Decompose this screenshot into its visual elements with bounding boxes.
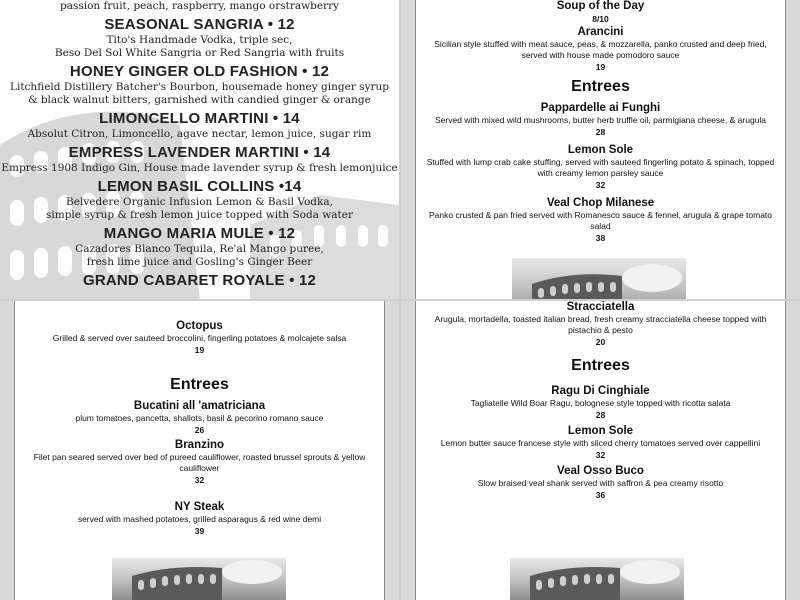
- dish-price: 28: [595, 410, 606, 420]
- dish-item: [14, 438, 385, 486]
- dish-name: Soup of the Day: [556, 0, 645, 12]
- dish-price: 32: [595, 180, 606, 190]
- dish-name: Bucatini all 'amatriciana: [133, 400, 266, 412]
- section-title-entrees: Entrees: [571, 78, 630, 95]
- drink-item: [0, 63, 399, 107]
- drink-description: Absolut Citron, Limoncello, agave nectar, lemon juice, sugar rim: [27, 128, 372, 140]
- drink-item: [0, 178, 399, 222]
- panel-divider-horizontal: [0, 299, 800, 301]
- dish-description: Slow braised veal shank served with saffron & pea creamy risotto: [477, 478, 724, 488]
- menu-content: [415, 301, 786, 501]
- dish-name: Pappardelle ai Funghi: [540, 102, 661, 114]
- food-menu-panel-c: [401, 301, 800, 600]
- dish-description: Grilled & served over sauteed broccolini, fingerling potatoes & molcajete salsa: [52, 333, 347, 343]
- drink-description: simple syrup & fresh lemon juice topped with Soda water: [45, 209, 353, 221]
- dish-name: Branzino: [174, 439, 225, 451]
- drink-description: Beso Del Sol White Sangria or Red Sangria with fruits: [54, 47, 345, 59]
- section-title-entrees: Entrees: [571, 357, 630, 374]
- drink-item: [0, 110, 399, 141]
- dish-price: 19: [194, 345, 205, 355]
- drink-name: GRAND CABARET ROYALE • 12: [82, 272, 317, 289]
- menu-content: [415, 0, 786, 244]
- dish-price: 39: [194, 526, 205, 536]
- dish-item: [415, 384, 786, 421]
- dish-item: [14, 500, 385, 537]
- dish-price: 8/10: [592, 14, 609, 24]
- dish-price: 36: [595, 490, 606, 500]
- food-menu-panel-b: [0, 301, 399, 600]
- drink-item: [0, 225, 399, 269]
- dish-price: 26: [194, 425, 205, 435]
- drink-description: & black walnut bitters, garnished with candied ginger & orange: [28, 94, 371, 106]
- drink-name: MANGO MARIA MULE • 12: [103, 225, 296, 242]
- cocktail-menu-panel: [0, 0, 399, 299]
- dish-name: Lemon Sole: [567, 425, 634, 437]
- dish-name: Octopus: [176, 320, 223, 332]
- dish-description: plum tomatoes, pancetta, shallots, basil & pecorino romano sauce: [75, 413, 324, 423]
- drink-item: [0, 144, 399, 175]
- page-frame-left: [0, 301, 15, 600]
- colosseum-photo: [510, 558, 684, 600]
- drink-description: Cazadores Blanco Tequila, Re'al Mango puree,: [75, 243, 324, 255]
- drink-name: EMPRESS LAVENDER MARTINI • 14: [68, 144, 331, 161]
- page-frame-right: [785, 0, 800, 299]
- dish-item: [415, 196, 786, 244]
- colosseum-photo: [112, 558, 286, 600]
- dish-name: Arancini: [577, 26, 624, 38]
- dish-name: Ragu Di Cinghiale: [551, 385, 650, 397]
- drink-description: Litchfield Distillery Batcher's Bourbon, housemade honey ginger syrup: [10, 81, 389, 93]
- drink-item: [0, 272, 399, 290]
- drink-description: Tito's Handmade Vodka, triple sec,: [106, 34, 293, 46]
- drink-name: HONEY GINGER OLD FASHION • 12: [69, 63, 330, 80]
- dish-description: served with mashed potatoes, grilled asparagus & red wine demi: [77, 514, 322, 524]
- drink-description: Belvedere Organic Infusion Lemon & Basil Vodka,: [66, 196, 333, 208]
- dish-description: Arugula, mortadella, toasted italian bread, fresh creamy stracciatella cheese topped with pistachio & pesto: [434, 314, 767, 335]
- dish-price: 19: [595, 62, 606, 72]
- dish-description: Lemon butter sauce francese style with sliced cherry tomatoes served over cappellini: [440, 438, 761, 448]
- dish-price: 28: [595, 127, 606, 137]
- drink-name: LEMON BASIL COLLINS •14: [97, 178, 302, 195]
- drink-description: fresh lime juice and Gosling's Ginger Beer: [86, 256, 313, 268]
- dish-description: Tagliatelle Wild Boar Ragu, bolognese style topped with ricotta salata: [470, 398, 731, 408]
- dish-item: [415, 464, 786, 501]
- menu-content: [14, 319, 385, 537]
- drink-description: Empress 1908 Indigo Gin, House made lavender syrup & fresh lemonjuice: [1, 162, 398, 174]
- drink-name: LIMONCELLO MARTINI • 14: [99, 110, 300, 127]
- dish-name: Lemon Sole: [567, 144, 634, 156]
- page-frame-right: [384, 301, 399, 600]
- drink-description: passion fruit, peach, raspberry, mango orstrawberry: [59, 0, 340, 12]
- cocktail-list: [0, 0, 399, 290]
- dish-description: Stuffed with lump crab cake stuffing, served with sauteed fingerling potato & spinach, topped with creamy lemon parsley sauce: [426, 157, 775, 178]
- drink-item: [0, 16, 399, 60]
- dish-name: Veal Chop Milanese: [546, 197, 655, 209]
- dish-description: Served with mixed wild mushrooms, butter herb truffle oil, parmigiana cheese, & arugula: [434, 115, 767, 125]
- dish-item: [415, 101, 786, 138]
- dish-description: Filet pan seared served over bed of pureed cauliflower, roasted brussel sprouts & yellow cauliflower: [33, 452, 366, 473]
- page-frame-right: [785, 301, 800, 600]
- page-frame-left: [401, 301, 416, 600]
- colosseum-photo: [512, 258, 686, 299]
- dish-price: 38: [595, 233, 606, 243]
- dish-name: Stracciatella: [566, 301, 635, 313]
- section-title-entrees: Entrees: [170, 376, 229, 393]
- page-frame-left: [401, 0, 416, 299]
- dish-price: 32: [595, 450, 606, 460]
- dish-description: Panko crusted & pan fried served with Romanesco sauce & fennel, arugula & grape tomato salad: [428, 210, 773, 231]
- food-menu-panel-a: [401, 0, 800, 299]
- dish-item: [415, 424, 786, 461]
- dish-price: 20: [595, 337, 606, 347]
- dish-price: 32: [194, 475, 205, 485]
- dish-name: Veal Osso Buco: [557, 465, 644, 477]
- dish-description: Sicilian style stuffed with meat sauce, peas, & mozzarella, panko crusted and deep fried, served with house made pomodoro sauce: [434, 39, 767, 60]
- drink-name: SEASONAL SANGRIA • 12: [104, 16, 295, 33]
- dish-name: NY Steak: [174, 501, 225, 513]
- dish-item: [415, 143, 786, 191]
- dish-item: [14, 399, 385, 436]
